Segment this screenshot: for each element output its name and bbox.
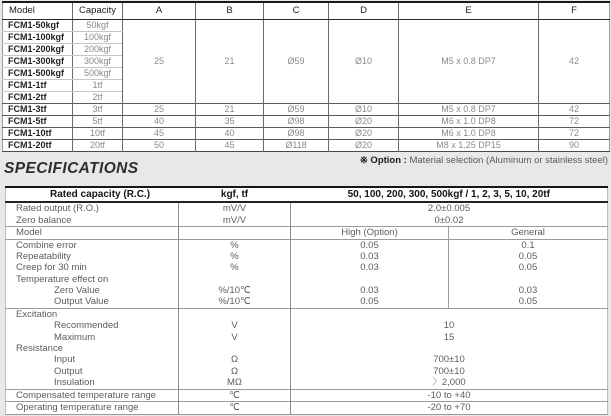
spec-value-cell [291,308,608,320]
model-cell: FCM1-10tf [3,127,73,139]
spec-label-cell: Recommended [54,320,119,332]
spec-value-high-cell [291,274,449,285]
spec-unit-cell [179,343,291,354]
spec-value-general-cell: General [449,227,608,240]
model-cell: FCM1-300kgf [3,55,73,67]
dim-value-cell: Ø98 [264,127,329,139]
spec-row [6,308,608,320]
spec-value-cell: -20 to +70 [291,402,608,415]
column-header: C [264,2,329,19]
spec-label-cell: Model [6,227,179,240]
spec-value-general-cell: 0.1 [449,239,608,251]
spec-label-cell: Input [54,354,76,366]
spec-unit-cell [179,227,291,240]
dim-value-cell: 90 [539,139,610,151]
column-header: A [123,2,196,19]
spec-value-high-cell: 0.03 [291,262,449,273]
spec-row [6,389,608,402]
spec-label-cell: Operating temperature range [6,402,179,415]
spec-unit-cell: % [179,239,291,251]
spec-value-general-cell: 0.05 [449,262,608,273]
spec-value-cell: 10 [291,320,608,331]
spec-row [6,343,608,354]
spec-row [6,251,608,262]
model-cell: FCM1-500kgf [3,67,73,79]
option-note [360,155,608,166]
spec-header-label: Rated capacity (R.C.) [6,187,179,202]
spec-value-high-cell: 0.05 [291,239,449,251]
spec-unit-cell: mV/V [179,215,291,227]
spec-value-general-cell: 0.05 [449,297,608,309]
dim-value-cell: M6 x 1.0 DP8 [399,127,539,139]
spec-value-general-cell: 0.03 [449,285,608,296]
spec-unit-cell: MΩ [179,377,291,389]
dimension-table [2,1,610,152]
dim-value-cell: Ø59 [264,19,329,103]
spec-unit-cell: ℃ [179,402,291,415]
spec-label-cell: Excitation [6,308,179,320]
dim-value-cell: 40 [123,115,196,127]
spec-row [6,320,608,331]
spec-label-cell: Resistance [16,343,63,355]
capacity-cell: 20tf [73,139,123,151]
spec-unit-cell: % [179,262,291,273]
spec-value-cell: 〉2,000 [291,377,608,389]
spec-row [6,402,608,415]
spec-row [6,297,608,309]
option-note-prefix: ※ Option : [359,155,407,166]
spec-label-cell: Repeatability [16,250,71,262]
dimension-table-header [3,2,610,19]
spec-label-cell: Insulation [54,377,95,389]
dim-value-cell: M8 x 1.25 DP15 [399,139,539,151]
spec-value-cell: -10 to +40 [291,389,608,402]
section-title: SPECIFICATIONS [4,160,139,177]
spec-row [6,262,608,273]
column-header: Model [3,2,73,19]
spec-unit-cell: %/10℃ [179,285,291,296]
spec-value-general-cell [449,274,608,285]
capacity-cell: 1tf [73,79,123,91]
column-header: F [539,2,610,19]
spec-value-general-cell: 0.05 [449,251,608,262]
specifications-table [5,186,608,415]
spec-label-cell: Rated output (R.O.) [16,203,99,215]
model-cell: FCM1-1tf [3,79,73,91]
dim-value-cell: 21 [196,103,264,115]
spec-row [6,215,608,227]
spec-value-cell [291,343,608,354]
dim-value-cell: 25 [123,19,196,103]
spec-row [6,274,608,285]
dim-value-cell: M5 x 0.8 DP7 [399,103,539,115]
model-cell: FCM1-2tf [8,91,47,102]
dim-value-cell: 72 [539,127,610,139]
dim-value-cell: Ø20 [329,139,399,151]
model-cell: FCM1-200kgf [3,43,73,55]
capacity-cell: 10tf [73,127,123,139]
spec-unit-cell: Ω [179,366,291,377]
spec-unit-cell: V [179,320,291,331]
spec-label-cell: Creep for 30 min [16,262,87,274]
spec-unit-cell: mV/V [179,202,291,215]
spec-row [6,227,608,240]
spec-unit-cell: % [179,251,291,262]
spec-label-cell: Output Value [54,296,109,308]
option-note-text: Material selection (Aluminum or stainless steel) [406,155,608,166]
spec-label-cell: Output [54,365,83,377]
spec-row [6,355,608,366]
spec-label-cell: Zero balance [16,214,72,226]
dim-value-cell: Ø59 [264,103,329,115]
dim-value-cell: 42 [539,103,610,115]
dim-value-cell: 50 [123,139,196,151]
dim-value-cell: M5 x 0.8 DP7 [399,19,539,103]
table-row [3,127,610,139]
dim-value-cell: 40 [196,127,264,139]
dim-value-cell: 45 [196,139,264,151]
spec-unit-cell: V [179,332,291,343]
spec-row [6,285,608,296]
spec-header-capacities: 50, 100, 200, 300, 500kgf / 1, 2, 3, 5, 10, 20tf [291,187,608,202]
spec-label-cell: Maximum [54,331,96,343]
model-cell: FCM1-100kgf [3,31,73,43]
dim-value-cell: 21 [196,19,264,103]
dim-value-cell: Ø10 [329,103,399,115]
spec-value-cell: 15 [291,332,608,343]
column-header: E [399,2,539,19]
dim-value-cell: Ø20 [329,127,399,139]
spec-value-high-cell: High (Option) [291,227,449,240]
spec-label-cell: Combine error [6,239,179,251]
capacity-cell: 3tf [73,103,123,115]
dim-value-cell: 72 [539,115,610,127]
capacity-cell: 5tf [73,115,123,127]
capacity-cell: 300kgf [73,55,123,67]
model-cell: FCM1-3tf [3,103,73,115]
spec-unit-cell: %/10℃ [179,297,291,309]
spec-value-cell: 2.0±0.005 [291,202,608,215]
spec-value-high-cell: 0.05 [291,297,449,309]
spec-label-cell: Compensated temperature range [6,389,179,402]
spec-unit-cell: ℃ [179,389,291,402]
dim-value-cell: 45 [123,127,196,139]
model-cell: FCM1-5tf [3,115,73,127]
dim-value-cell: Ø118 [264,139,329,151]
dim-value-cell: 42 [539,19,610,103]
dim-value-cell: Ø10 [329,19,399,103]
model-cell: FCM1-20tf [3,139,73,151]
capacity-cell: 2tf [73,91,123,103]
capacity-cell: 200kgf [73,43,123,55]
spec-row [6,239,608,251]
capacity-cell: 100kgf [73,31,123,43]
spec-unit-cell: Ω [179,355,291,366]
spec-table-header [6,187,608,202]
column-header: B [196,2,264,19]
dim-value-cell: Ø98 [264,115,329,127]
model-cell: FCM1-50kgf [3,19,73,31]
spec-value-high-cell: 0.03 [291,251,449,262]
capacity-cell: 50kgf [73,19,123,31]
table-row [3,103,610,115]
column-header: D [329,2,399,19]
spec-value-cell: 0±0.02 [291,215,608,227]
table-row [3,139,610,151]
spec-row [6,202,608,215]
spec-unit-cell [179,274,291,285]
dim-value-cell: Ø20 [329,115,399,127]
capacity-cell: 500kgf [73,67,123,79]
spec-unit-cell [179,308,291,320]
spec-row [6,377,608,389]
column-header: Capacity [73,2,123,19]
table-row [3,115,610,127]
spec-value-cell: 700±10 [291,355,608,366]
spec-value-high-cell: 0.03 [291,285,449,296]
spec-header-unit: kgf, tf [179,187,291,202]
dim-value-cell: M6 x 1.0 DP8 [399,115,539,127]
spec-label-cell: Zero Value [54,285,100,297]
spec-row [6,332,608,343]
spec-value-cell: 700±10 [291,366,608,377]
dim-value-cell: 25 [123,103,196,115]
table-row [3,19,610,31]
spec-label-cell: Temperature effect on [16,273,109,285]
dim-value-cell: 35 [196,115,264,127]
spec-row [6,366,608,377]
